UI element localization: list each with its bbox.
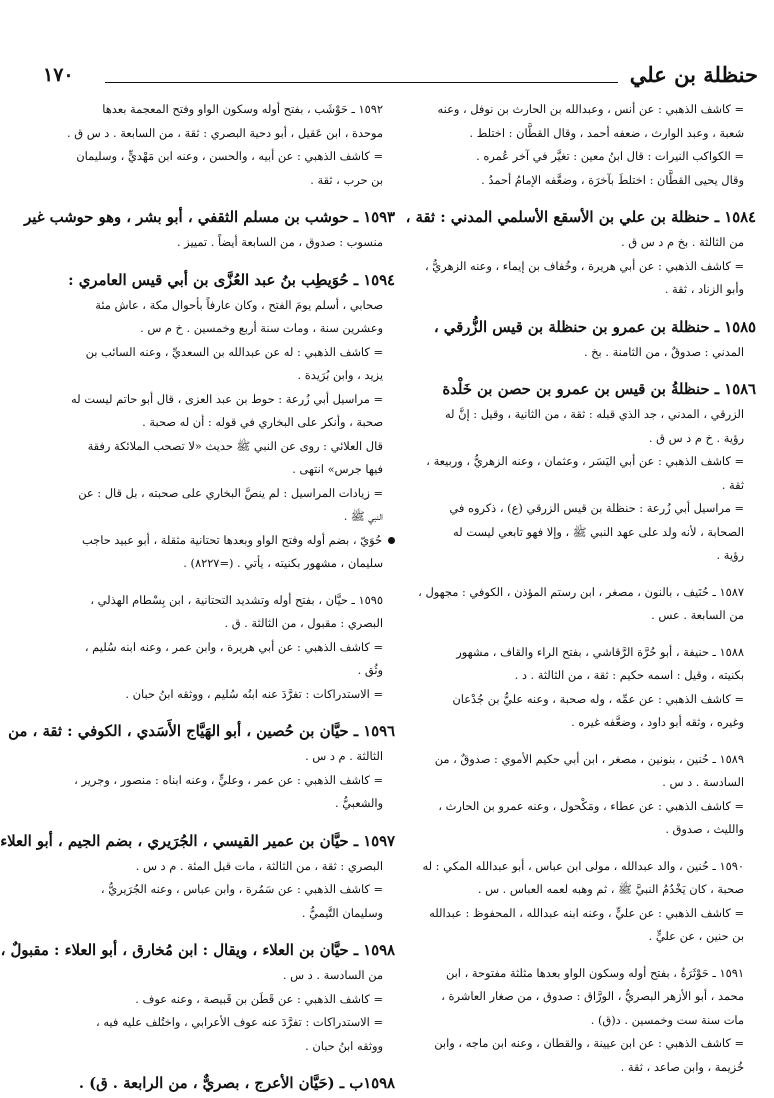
biography-entry: [0, 829, 395, 926]
biography-entry: [404, 748, 756, 842]
biography-entry: [43, 589, 395, 707]
entry-line: منسوب : صدوق ، من السابعة أيضاً . تمييز .: [176, 235, 383, 249]
entry-line: ١٥٩٢ ـ حَوْشَب ، بفتح أوله وسكون الواو وفتح المعجمة بعدها: [102, 102, 383, 116]
entry-line: وأبو الزناد ، ثقة .: [664, 282, 744, 296]
entry-line: = كاشف الذهبي : عن أنس ، وعبدالله بن الحارث بن نوفل ، وعنه: [437, 102, 744, 116]
entry-line: من الثالثة . بخ م د س ق .: [621, 235, 744, 249]
note-text: حُوَيّ ، بضم أوله وفتح الواو وبعدها تحتانية مثقلة ، أبو عبيد حاجب: [82, 532, 382, 547]
entry-line: ١٥٩١ ـ حَوْثَرَةُ ، بفتح أوله وسكون الواو بعدها مثلثة مفتوحة ، ابن: [445, 965, 744, 980]
entry-line: = مراسيل أبي زُرعة : حنظلة بن قيس الزرقي (ع) ، ذكروه في: [449, 501, 744, 515]
entry-heading: ١٥٨٦ ـ حنظلةُ بن قيس بن عمرو بن حصن بن خَلْدة: [442, 381, 756, 398]
biography-entry: [404, 855, 756, 949]
entry-heading: ١٥٩٦ ـ حيَّان بن حُصين ، أبو الهَيَّاج الأَسَدي ، الكوفي : ثقة ، من: [8, 723, 395, 740]
entry-heading: ١٥٩٣ ـ حوشب بن مسلم الثقفي ، أبو بشر ، وهو حوشب غير: [24, 209, 395, 226]
biography-entry: [404, 315, 756, 365]
entry-line: = مراسيل أبي زُرعة : حوط بن عبد العزى ، قال أبو حاتم ليست له: [71, 391, 383, 406]
entry-heading: ١٥٩٨ ـ حيَّان بن العلاء ، ويقال : ابن مُخارق ، أبو العلاء : مقبولٌ ،: [0, 942, 395, 959]
entry-line: محمد ، أبو الأزهر البصريُّ ، الورَّاق : صدوق ، من صغار العاشرة ،: [441, 989, 744, 1003]
entry-line: قال العلائي : روى عن النبي ﷺ حديث «لا تصحب الملائكة رفقة: [87, 438, 383, 453]
entry-heading: ١٥٩٤ ـ حُوَيطِب بنُ عبد العُزَّى بن أبي قيس العامري :: [68, 271, 395, 289]
entry-line: من السادسة . د س .: [282, 968, 383, 982]
entry-line: = الاستدراكات : تفرَّدَ عنه ابنُه سُليم ، ووثقه ابنُ حبان .: [125, 686, 383, 701]
entry-line: يزيد ، وابن بُرَيدة .: [297, 368, 383, 382]
entry-line: بن حرب ، ثقة .: [310, 172, 383, 187]
entry-line: رؤية .: [716, 548, 744, 562]
entry-line: وغيره ، وثقه أبو داود ، وضعَّفه غيره .: [571, 715, 744, 729]
page-number: ١٧٠: [43, 64, 74, 86]
entry-line: صحابي ، أسلم يومَ الفتح ، وكان عارفاً بأحوال مكة ، عاش مئة: [95, 297, 383, 312]
entry-line: ١٥٩٥ ـ حيَّان ، بفتح أوله وتشديد التحتانية ، ابن بِسْطام الهذلي ،: [90, 592, 383, 607]
biography-entry: [43, 268, 395, 576]
biography-entry: [404, 641, 756, 735]
entry-line: = كاشف الذهبي : عن عليٍّ ، وعنه ابنه عبدالله ، المحفوظ : عبدالله: [429, 905, 744, 920]
entry-line: = كاشف الذهبي : عن أبي هريرة ، وخُفاف بن إيماء ، وعنه الزهريُّ ،: [424, 258, 744, 273]
entry-line: = زيادات المراسيل : لم ينصَّ البخاري على صحبته ، بل قال : عن: [78, 485, 383, 500]
entry-line: وسليمان التَّيميُّ .: [301, 905, 383, 920]
entry-line: = كاشف الذهبي : عن عمر ، وعليٍّ ، وعنه ابناه : منصور ، وجرير ،: [74, 772, 383, 787]
entry-line: مات سنة ست وخمسين . د(ق) .: [590, 1012, 744, 1027]
entry-line: = كاشف الذهبي : عن أبيه ، والحسن ، وعنه ابن مَهْديٍّ ، وسليمان: [76, 149, 383, 163]
biography-entry: [43, 98, 395, 192]
entry-line: رؤية . خ م د س ق .: [648, 430, 744, 445]
entry-line: وعشرين سنة ، ومات سنة أربع وخمسين . خ م س .: [140, 321, 383, 335]
entry-line: البصري : ثقة ، من الثالثة ، مات قبل المئة . م د س .: [135, 858, 383, 873]
entry-line: = كاشف الذهبي : عن عطاء ، ومَكْحول ، وعنه عمرو بن الحارث ،: [438, 798, 744, 813]
entry-line: = كاشف الذهبي : عن سَمُرة ، وابن عباس ، وعنه الجُرَيريُّ ،: [100, 882, 383, 896]
entry-line: ١٥٨٩ ـ حُنين ، بنونين ، مصغر ، ابن أبي حكيم الأموي : صدوقٌ ، من: [434, 751, 744, 766]
entry-line: خُزيمة ، وابن صاعد ، ثقة .: [620, 1059, 744, 1074]
entry-line: فيها جرس» انتهى .: [292, 462, 383, 476]
entry-line: البصري : مقبول ، من الثالثة . ق .: [224, 616, 383, 630]
entry-line: ١٥٨٨ ـ حنيفة ، أبو حُرَّة الرَّقاشي ، بفتح الراء والقاف ، مشهور: [456, 644, 744, 659]
entry-line: بن حنين ، عن عليٍّ .: [648, 929, 744, 943]
biography-entry: [8, 719, 395, 816]
note-continuation: سليمان ، مشهور بكنيته ، يأتي . (=٨٢٢٧) .: [183, 556, 383, 570]
biography-entry: [404, 377, 756, 568]
entry-line: الثالثة . م د س .: [305, 749, 383, 763]
entry-line: = الكواكب النيرات : قال ابنُ معين : تغيَّر في آخر عُمره .: [476, 149, 744, 163]
entry-line: = الاستدراكات : تفرَّدَ عنه عوف الأعرابي ، واختُلف عليه فيه ،: [96, 1015, 383, 1029]
cross-reference-note: [43, 529, 395, 553]
entry-line: الزرقي ، المدني ، جد الذي قبله : ثقة ، من الثانية ، وقيل : إنَّ له: [444, 407, 744, 421]
right-column: [404, 98, 756, 1082]
biography-entry: [404, 98, 756, 192]
entry-line: = كاشف الذهبي : عن أبي اليَسَر ، وعثمان ، وعنه الزهريُّ ، وربيعة ،: [426, 454, 744, 468]
biography-entry: [404, 962, 756, 1080]
bullet-icon: [388, 537, 395, 544]
entry-heading: ١٥٩٧ ـ حيَّان بن عمير القيسي ، الجُرَيري ، بضم الجيم ، أبو العلاء: [0, 832, 395, 850]
entry-line: بكنيته ، وقيل : اسمه حكيم : ثقة ، من الثالثة . د .: [514, 668, 744, 682]
biography-entry: [24, 205, 395, 255]
header-rule: [105, 82, 618, 83]
entry-heading: ١٥٩٨ب ـ (حَيَّان الأعرج ، بصريٌّ ، من الرابعة . ق) .: [78, 1075, 395, 1092]
entry-line: ثقة .: [721, 477, 744, 492]
biography-entry: [404, 205, 756, 302]
entry-line: من السابعة . عس .: [651, 608, 744, 622]
entry-line: صحبة ، كان يَخْدُمُ النبيَّ ﷺ ، ثم وهبه لعمه العباس . س .: [477, 882, 744, 896]
biography-entry: [404, 581, 756, 628]
entry-line: صحبة ، وأنكر على البخاري في قوله : أن له صحبة .: [142, 415, 383, 429]
left-column: [0, 98, 395, 1092]
entry-line: = كاشف الذهبي : عن ابن عيينة ، والقطان ، وعنه ابن ماجه ، وابن: [434, 1036, 744, 1050]
entry-line: ١٥٩٠ ـ حُنين ، والد عبدالله ، مولى ابن عباس ، أبو عبدالله المكي : له: [422, 858, 744, 873]
entry-heading: ١٥٨٥ ـ حنظلة بن عمرو بن حنظلة بن قيس الزُّرقي ،: [433, 318, 756, 336]
entry-line: وثُق .: [357, 663, 383, 677]
entry-line: ١٥٨٧ ـ حُنَيف ، بالنون ، مصغر ، ابن رستم المؤذن ، الكوفي : مجهول ،: [418, 584, 744, 599]
entry-line: والشعبيُّ .: [335, 796, 383, 810]
entry-line: النبي ﷺ .: [343, 509, 383, 523]
entry-line: والليث ، صدوق .: [665, 822, 744, 836]
entry-line: وقال يحيى القطَّان : اختلطَ بآخرَة ، وضعَّفه الإمامُ أحمدُ .: [481, 172, 744, 187]
entry-line: = كاشف الذهبي : عن عمِّه ، وله صحبة ، وعنه عليُّ بن جُدْعان: [452, 691, 744, 706]
entry-line: = كاشف الذهبي : عن أبي هريرة ، وابن عمر ، وعنه ابنه سُليم ،: [84, 639, 383, 654]
entry-heading: ١٥٨٤ ـ حنظلة بن علي بن الأسقع الأسلمي المدني : ثقة ،: [405, 209, 756, 226]
entry-line: شعبة ، وعبد الوارث ، ضعفه أحمد ، وقال القطَّان : اختلط .: [469, 125, 744, 140]
entry-line: = كاشف الذهبي : له عن عبدالله بن السعديِّ ، وعنه السائب بن: [85, 344, 383, 359]
entry-line: موحدة ، ابن عَقيل ، أبو دحية البصري : ثقة ، من السابعة . د س ق .: [67, 125, 383, 140]
page-header: [43, 62, 758, 96]
running-title: حنظلة بن علي: [629, 62, 758, 87]
entry-line: السادسة . د س .: [662, 775, 744, 789]
entry-line: = كاشف الذهبي : عن قَطَن بن قَبيصة ، وعنه عوف .: [135, 991, 383, 1006]
biography-entry: [43, 1071, 395, 1097]
biography-entry: [0, 938, 395, 1058]
entry-line: الصحابة ، لأنه ولد على عهد النبي ﷺ ، وإلا فهو تابعي ليست له: [453, 524, 744, 539]
entry-line: المدني : صدوقٌ ، من الثامنة . بخ .: [583, 344, 744, 359]
entry-line: ووثقه ابنُ حبان .: [305, 1038, 383, 1053]
